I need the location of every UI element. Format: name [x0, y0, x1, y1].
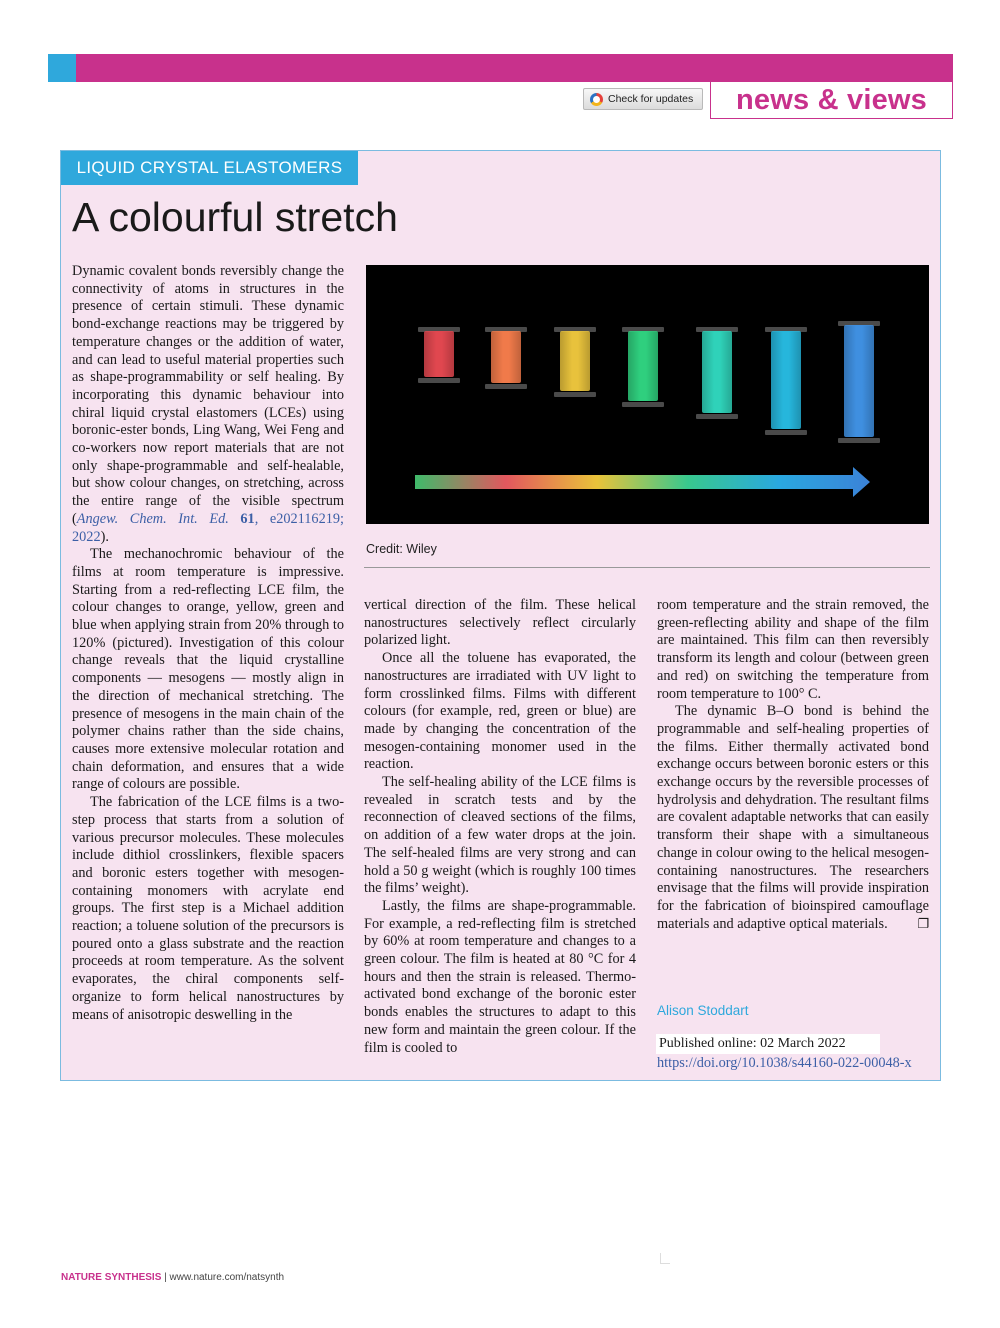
article-title: A colourful stretch	[72, 194, 398, 240]
divider	[364, 567, 930, 568]
paragraph: Lastly, the films are shape-programmable. For example, a red-reflecting film is stretched by 60% at room temperature and changes to a green colour. The film is heated at 80 °C for 4 hours and then the strain is released. Thermo-activated bond exchange of the boronic ester bonds enables the structures to adapt to this new form and maintain the green colour. If the film is cooled to	[364, 897, 636, 1056]
doi-link[interactable]: https://doi.org/10.1038/s44160-022-00048-x	[657, 1055, 912, 1071]
arrow-icon	[366, 265, 929, 524]
check-for-updates-button[interactable]	[583, 88, 703, 110]
paragraph: The dynamic B–O bond is behind the programmable and self-healing properties of the films. Either thermally activated bond exchange occurs between boronic esters or this exchange occurs by the reversible processes of hydrolysis and dehydration. The resultant films are covalent adaptable networks that can easily transform their shape with a simultaneous change in colour owing to the helical mesogen-containing nanostructures. The researchers envisage that the films will provide inspiration for the fabrication of bioinspired camouflage materials and adaptive optical materials. ❐	[657, 703, 929, 932]
published-date: Published online: 02 March 2022	[656, 1034, 880, 1054]
column-3	[657, 597, 929, 933]
section-label: news & views	[736, 83, 927, 116]
crop-mark	[660, 1253, 670, 1264]
author-name: Alison Stoddart	[657, 1003, 749, 1018]
footer-separator: |	[161, 1272, 170, 1283]
paragraph: Once all the toluene has evaporated, the nanostructures are irradiated with UV light to form crosslinked films. Films with different colours (for example, red, green or blue) are made by changing the concentration of the mesogen-containing monomer used in the reaction.	[364, 650, 636, 773]
paragraph: room temperature and the strain removed, the green-reflecting ability and shape of the film are maintained. This film can then reversibly transform its length and colour (between green and red) on switching the temperature from room temperature to 100° C.	[657, 597, 929, 702]
footer-journal: NATURE SYNTHESIS	[61, 1272, 162, 1283]
column-1	[72, 263, 344, 1024]
page-footer	[61, 1272, 284, 1283]
header-bar-blue	[48, 54, 76, 82]
header-bar-pink	[76, 54, 953, 82]
reference-link[interactable]: Angew. Chem. Int. Ed. 61, e202116219; 2022	[72, 510, 344, 545]
paragraph: The mechanochromic behaviour of the films at room temperature is impressive. Starting from a red-reflecting LCE film, the colour changes to orange, yellow, green and blue when applying strain from 20% through to 120% (pictured). Investigation of this colour change reveals that the liquid crystalline components — mesogens — mostly align in the direction of mechanical stretching. The presence of mesogens in the main chain of the polymer chains rather than the side chains, causes more extensive molecular rotation and chain deformation, and ensures that a wide range of colours are possible.	[72, 546, 344, 793]
paragraph: vertical direction of the film. These helical nanostructures selectively reflect circularly polarized light.	[364, 597, 636, 649]
figure-credit: Credit: Wiley	[366, 542, 437, 556]
end-mark-icon: ❐	[917, 916, 929, 932]
crossmark-icon	[590, 93, 603, 106]
figure-image	[366, 265, 929, 524]
paragraph: The fabrication of the LCE films is a two-step process that starts from a solution of various precursor molecules. These molecules include dithiol crosslinkers, flexible spacers and boronic esters together with mesogen-containing monomers with acrylate end groups. The first step is a Michael addition reaction; a toluene solution of the precursors is poured onto a glass substrate and the reaction proceeds at room temperature. As the solvent evaporates, the chiral components self-organize to form helical nanostructures by means of anisotropic deswelling in the	[72, 794, 344, 1023]
check-for-updates-label: Check for updates	[608, 93, 694, 105]
footer-url[interactable]: www.nature.com/natsynth	[169, 1272, 285, 1283]
column-2	[364, 597, 636, 1057]
paragraph: The self-healing ability of the LCE films is revealed in scratch tests and by the reconnection of cleaved sections of the films, on addition of a few water drops at the join. The self-healed films are very strong and can hold a 50 g weight (which is roughly 100 times the films’ weight).	[364, 774, 636, 897]
section-header	[710, 82, 953, 119]
article-kicker: LIQUID CRYSTAL ELASTOMERS	[61, 151, 358, 185]
paragraph: Dynamic covalent bonds reversibly change the connectivity of atoms in structures in the presence of certain stimuli. These dynamic bond-exchange reactions may be triggered by temperature changes or the addition of water, and can lead to useful material properties such as shape-programmability or self healing. By incorporating this dynamic behaviour into chiral liquid crystal elastomers (LCEs) using boronic-ester bonds, Ling Wang, Wei Feng and co-workers now report materials that are not only shape-programmable and self-healable, but show colour changes, on stretching, across the entire range of the visible spectrum (Angew. Chem. Int. Ed. 61, e202116219; 2022).	[72, 263, 344, 545]
